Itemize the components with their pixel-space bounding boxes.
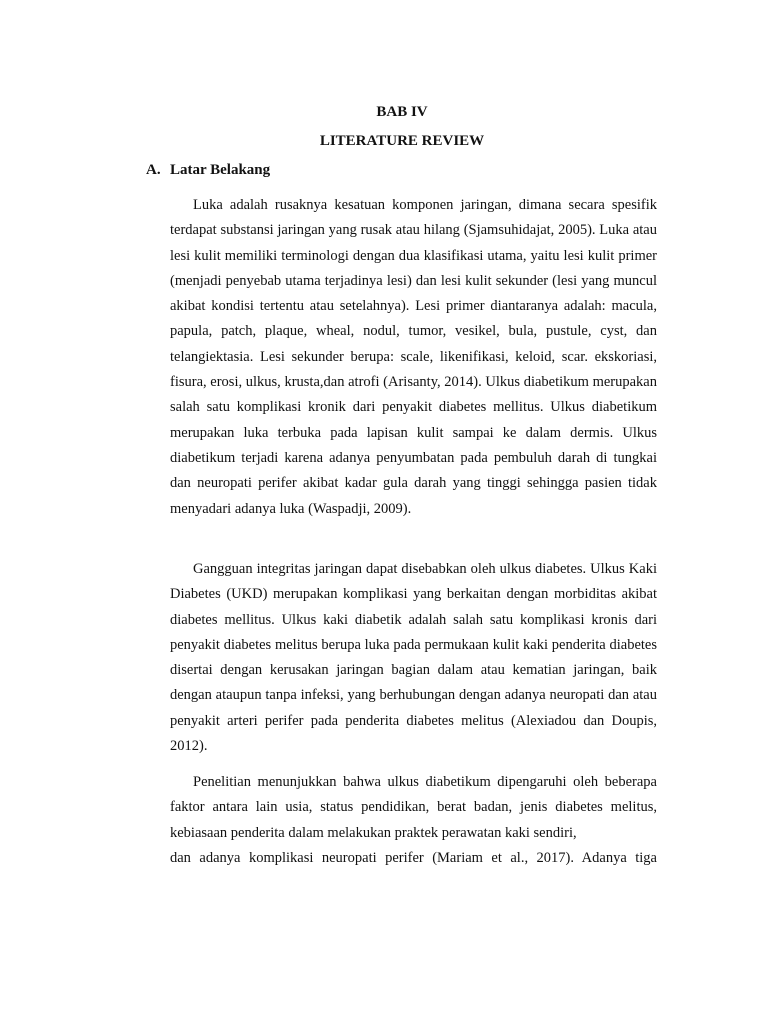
chapter-title: LITERATURE REVIEW	[319, 133, 485, 149]
paragraph-3-last-line: dan adanya komplikasi neuropati perifer (Mariam et al., 2017). Adanya tiga	[170, 849, 657, 866]
chapter-number: BAB IV	[376, 104, 428, 120]
paragraph-3-text: Penelitian menunjukkan bahwa ulkus diabetikum dipengaruhi oleh beberapa faktor antara lain usia, status pendidikan, berat badan, jenis diabetes melitus, kebiasaan penderita dalam melakukan praktek perawatan kaki sendiri,	[170, 774, 657, 841]
section-heading	[146, 161, 270, 179]
paragraph-1: Luka adalah rusaknya kesatuan komponen jaringan, dimana secara spesifik terdapat substansi jaringan yang rusak atau hilang (Sjamsuhidajat, 2005). Luka atau lesi kulit memiliki terminologi dengan dua klasifikasi utama, yaitu lesi kulit primer (menjadi penyebab utama terjadinya lesi) dan lesi kulit sekunder (lesi yang muncul akibat kondisi tertentu atau setelahnya). Lesi primer diantaranya adalah: macula, papula, patch, plaque, wheal, nodul, tumor, vesikel, bula, pustule, cyst, dan telangiektasia. Lesi sekunder berupa: scale, likenifikasi, keloid, scar. ekskoriasi, fisura, erosi, ulkus, krusta,dan atrofi (Arisanty, 2014). Ulkus diabetikum merupakan salah satu komplikasi kronik dari penyakit diabetes mellitus. Ulkus diabetikum merupakan luka terbuka pada lapisan kulit sampai ke dalam dermis. Ulkus diabetikum terjadi karena adanya penyumbatan pada pembuluh darah di tungkai dan neuropati perifer akibat kadar gula darah yang tinggi sehingga pasien tidak menyadari adanya luka (Waspadji, 2009).	[170, 197, 657, 517]
section-title: Latar Belakang	[170, 162, 271, 178]
paragraph-2: Gangguan integritas jaringan dapat disebabkan oleh ulkus diabetes. Ulkus Kaki Diabetes (UKD) merupakan komplikasi yang berkaitan dengan morbiditas akibat diabetes mellitus. Ulkus kaki diabetik adalah salah satu komplikasi kronis dari penyakit diabetes melitus berupa luka pada permukaan kulit kaki penderita diabetes disertai dengan kerusakan jaringan bagian dalam atau kematian jaringan, baik dengan ataupun tanpa infeksi, yang berhubungan dengan adanya neuropati dan atau penyakit arteri perifer pada penderita diabetes melitus (Alexiadou dan Doupis, 2012).	[170, 561, 657, 755]
section-letter: A.	[146, 162, 161, 178]
paragraph-3	[170, 770, 657, 871]
